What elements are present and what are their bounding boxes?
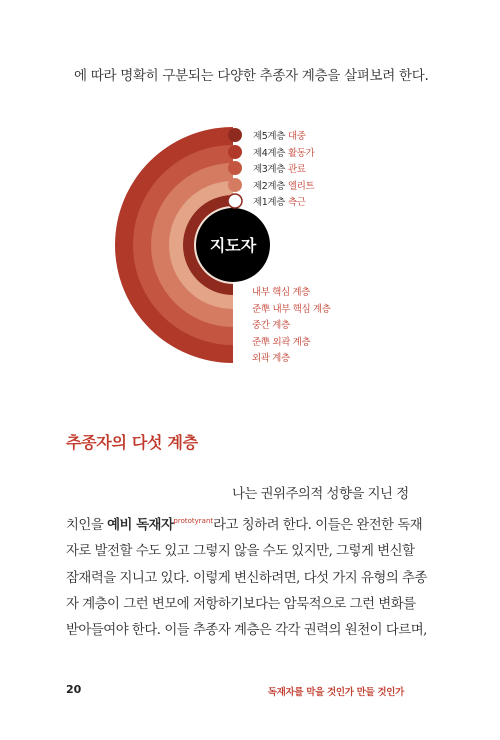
- page-number: 20: [66, 683, 82, 696]
- body-line-5: 자 계층이 그런 변모에 저항하기보다는 암묵적으로 그런 변화를: [66, 596, 416, 612]
- body-paragraph: [66, 482, 427, 644]
- legend-layer3-name: 제3계층: [253, 164, 285, 175]
- ring-label-inner-core: 내부 핵심 계층: [252, 287, 310, 298]
- leader-label: 지도자: [209, 236, 257, 255]
- legend-dot-layer5: [228, 128, 242, 142]
- term-superscript: prototyrant: [173, 517, 214, 526]
- legend-layer4: [253, 145, 314, 159]
- legend-layer2-name: 제2계층: [253, 181, 285, 192]
- legend-layer1-name: 제1계층: [253, 197, 285, 208]
- legend-layer4-name: 제4계층: [253, 148, 285, 159]
- intro-paragraph: 에 따라 명확히 구분되는 다양한 추종자 계층을 살펴보려 한다.: [74, 68, 429, 84]
- ring-label-outer: 외곽 계층: [252, 353, 290, 364]
- body-line-2-pre: 치인을: [66, 518, 108, 534]
- legend-dot-layer3: [228, 161, 242, 175]
- ring-label-middle: 중간 계층: [252, 320, 290, 331]
- section-heading: 추종자의 다섯 계층: [66, 433, 198, 452]
- body-line-4: 잠재력을 지니고 있다. 이렇게 변신하려면, 다섯 가지 유형의 추종: [66, 570, 427, 586]
- body-line-2-post: 라고 칭하려 한다. 이들은 완전한 독재: [213, 518, 423, 534]
- legend-layer5: [253, 128, 306, 142]
- legend-layer3: [253, 161, 306, 175]
- legend-dot-layer1: [228, 194, 242, 208]
- body-line-3: 자로 발전할 수도 있고 그렇지 않을 수도 있지만, 그렇게 변신할: [66, 544, 415, 560]
- term-prototyrant: 예비 독재자: [107, 518, 174, 534]
- legend-layer5-desc: 대중: [287, 131, 306, 142]
- legend-layer3-desc: 관료: [287, 164, 306, 175]
- legend-layer2-desc: 엘리트: [287, 181, 315, 192]
- ring-label-semi-outer: 준準 외곽 계층: [252, 337, 311, 348]
- legend-dot-layer2: [228, 178, 242, 192]
- legend-layer4-desc: 활동가: [287, 148, 315, 159]
- running-title: 독재자를 막을 것인가 만들 것인가: [267, 687, 404, 698]
- legend-layer2: [253, 178, 314, 192]
- ring-label-semi-inner-core: 준準 내부 핵심 계층: [252, 304, 331, 315]
- legend-dot-layer4: [228, 145, 242, 159]
- legend-layer1-desc: 측근: [287, 197, 306, 208]
- body-line-6: 받아들여야 한다. 이들 추종자 계층은 각각 권력의 원천이 다르며,: [66, 623, 427, 639]
- legend-layer5-name: 제5계층: [253, 131, 285, 142]
- legend-layer1: [253, 194, 306, 208]
- body-line-1: 나는 권위주의적 성향을 지닌 정: [232, 487, 409, 502]
- body-line-2: [66, 508, 423, 539]
